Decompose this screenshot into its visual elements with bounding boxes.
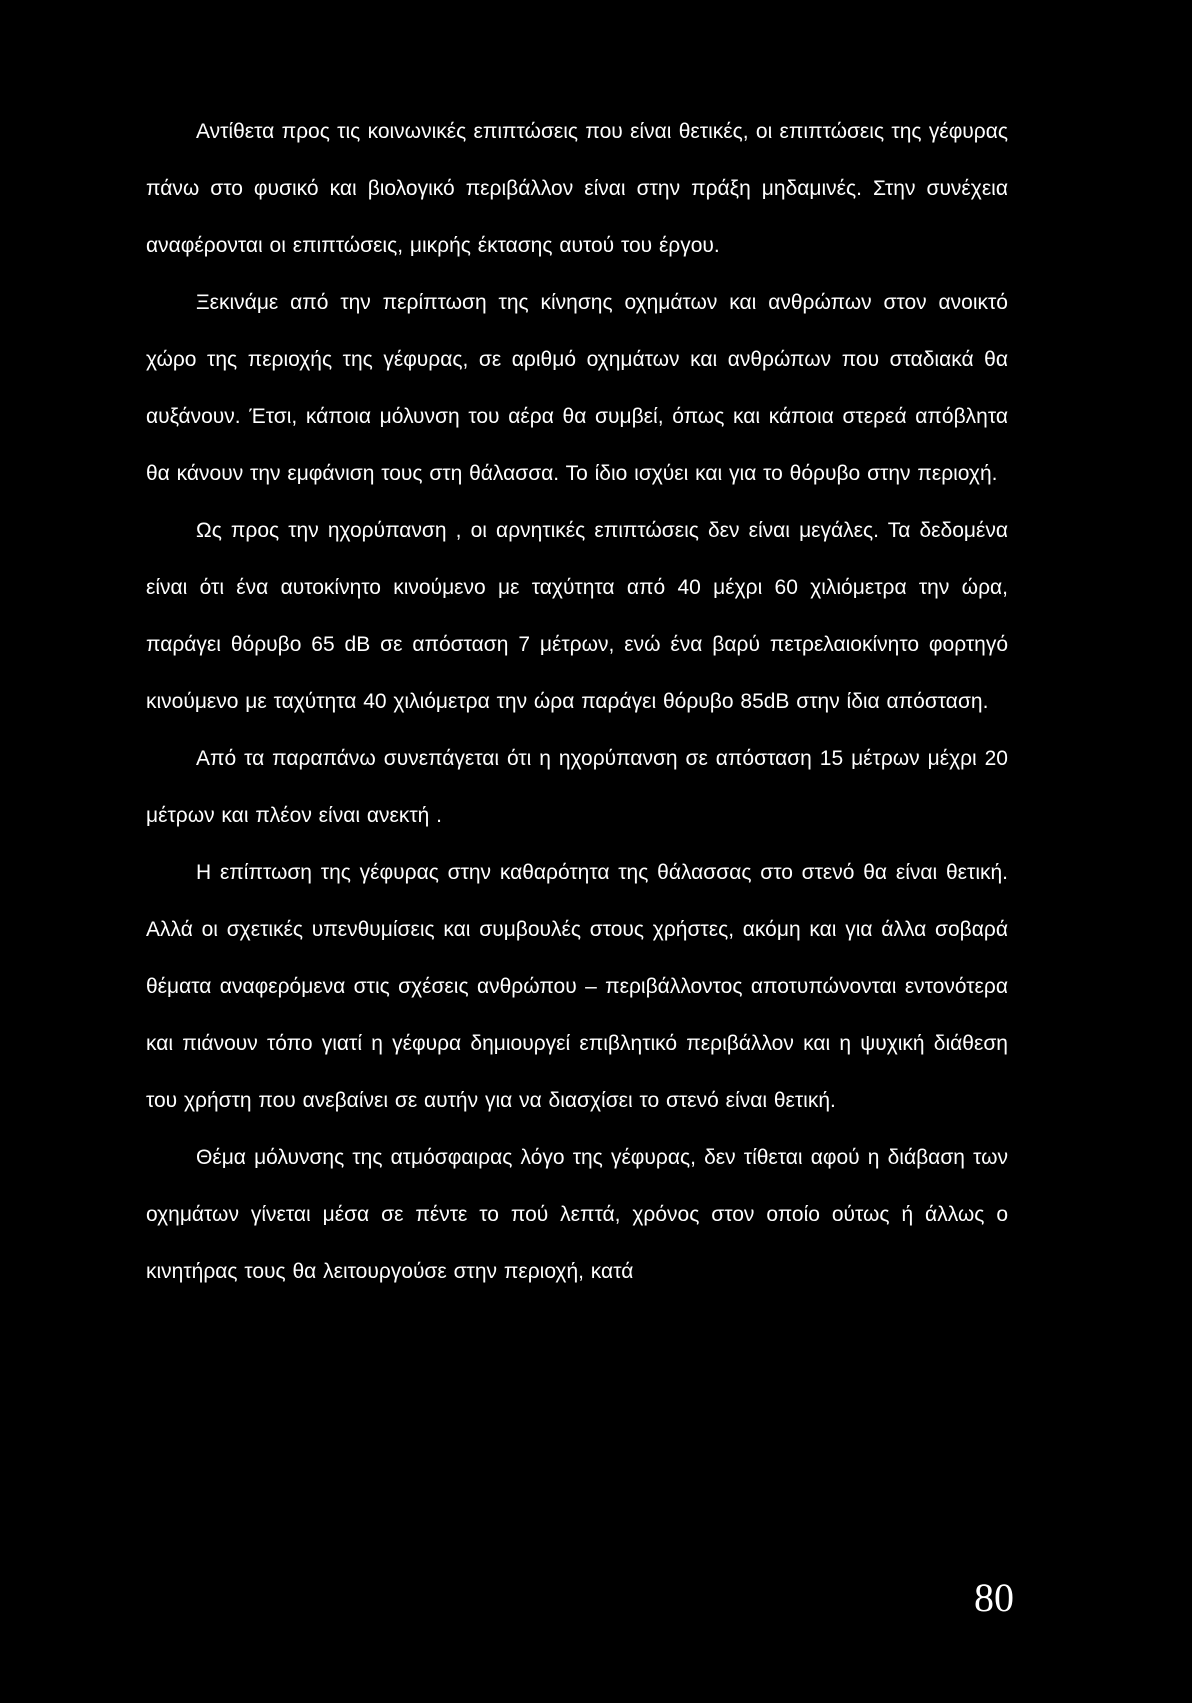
paragraph-environmental-impacts: Αντίθετα προς τις κοινωνικές επιπτώσεις που είναι θετικές, οι επιπτώσεις της γέφυρας πάνω στο φυσικό και βιολογικό περιβάλλον είναι στην πράξη μηδαμινές. Στην συνέχεια αναφέρονται οι επιπτώσεις, μικρής έκτασης αυτού του έργου. [146, 120, 1008, 257]
paragraph-air-pollution: Θέμα μόλυνσης της ατμόσφαιρας λόγο της γέφυρας, δεν τίθεται αφού η διάβαση των οχημάτων γίνεται μέσα σε πέντε το πού λεπτά, χρόνος στον οποίο ούτως ή άλλως ο κινητήρας τους θα λειτουργούσε στην περιοχή, κατά [146, 1146, 1008, 1283]
paragraph-noise-pollution: Ως προς την ηχορύπανση , οι αρνητικές επιπτώσεις δεν είναι μεγάλες. Τα δεδομένα είναι ότι ένα αυτοκίνητο κινούμενο με ταχύτητα από 40 μέχρι 60 χιλιόμετρα την ώρα, παράγει θόρυβο 65 dB σε απόσταση 7 μέτρων, ενώ ένα βαρύ πετρελαιοκίνητο φορτηγό κινούμενο με ταχύτητα 40 χιλιόμετρα την ώρα παράγει θόρυβο 85dB στην ίδια απόσταση. [146, 519, 1008, 713]
paragraph-noise-conclusion: Από τα παραπάνω συνεπάγεται ότι η ηχορύπανση σε απόσταση 15 μέτρων μέχρι 20 μέτρων και πλέον είναι ανεκτή . [146, 747, 1008, 827]
paragraph-vehicle-movement: Ξεκινάμε από την περίπτωση της κίνησης οχημάτων και ανθρώπων στον ανοικτό χώρο της περιοχής της γέφυρας, σε αριθμό οχημάτων και ανθρώπων που σταδιακά θα αυξάνουν. Έτσι, κάποια μόλυνση του αέρα θα συμβεί, όπως και κάποια στερεά απόβλητα θα κάνουν την εμφάνιση τους στη θάλασσα. Το ίδιο ισχύει και για το θόρυβο στην περιοχή. [146, 291, 1008, 485]
page-number: 80 [974, 1575, 1014, 1620]
paragraph-sea-cleanliness: Η επίπτωση της γέφυρας στην καθαρότητα της θάλασσας στο στενό θα είναι θετική. Αλλά οι σχετικές υπενθυμίσεις και συμβουλές στους χρήστες, ακόμη και για άλλα σοβαρά θέματα αναφερόμενα στις σχέσεις ανθρώπου – περιβάλλοντος αποτυπώνονται εντονότερα και πιάνουν τόπο γιατί η γέφυρα δημιουργεί επιβλητικό περιβάλλον και η ψυχική διάθεση του χρήστη που ανεβαίνει σε αυτήν για να διασχίσει το στενό είναι θετική. [146, 861, 1008, 1112]
body-text [146, 103, 1008, 1300]
